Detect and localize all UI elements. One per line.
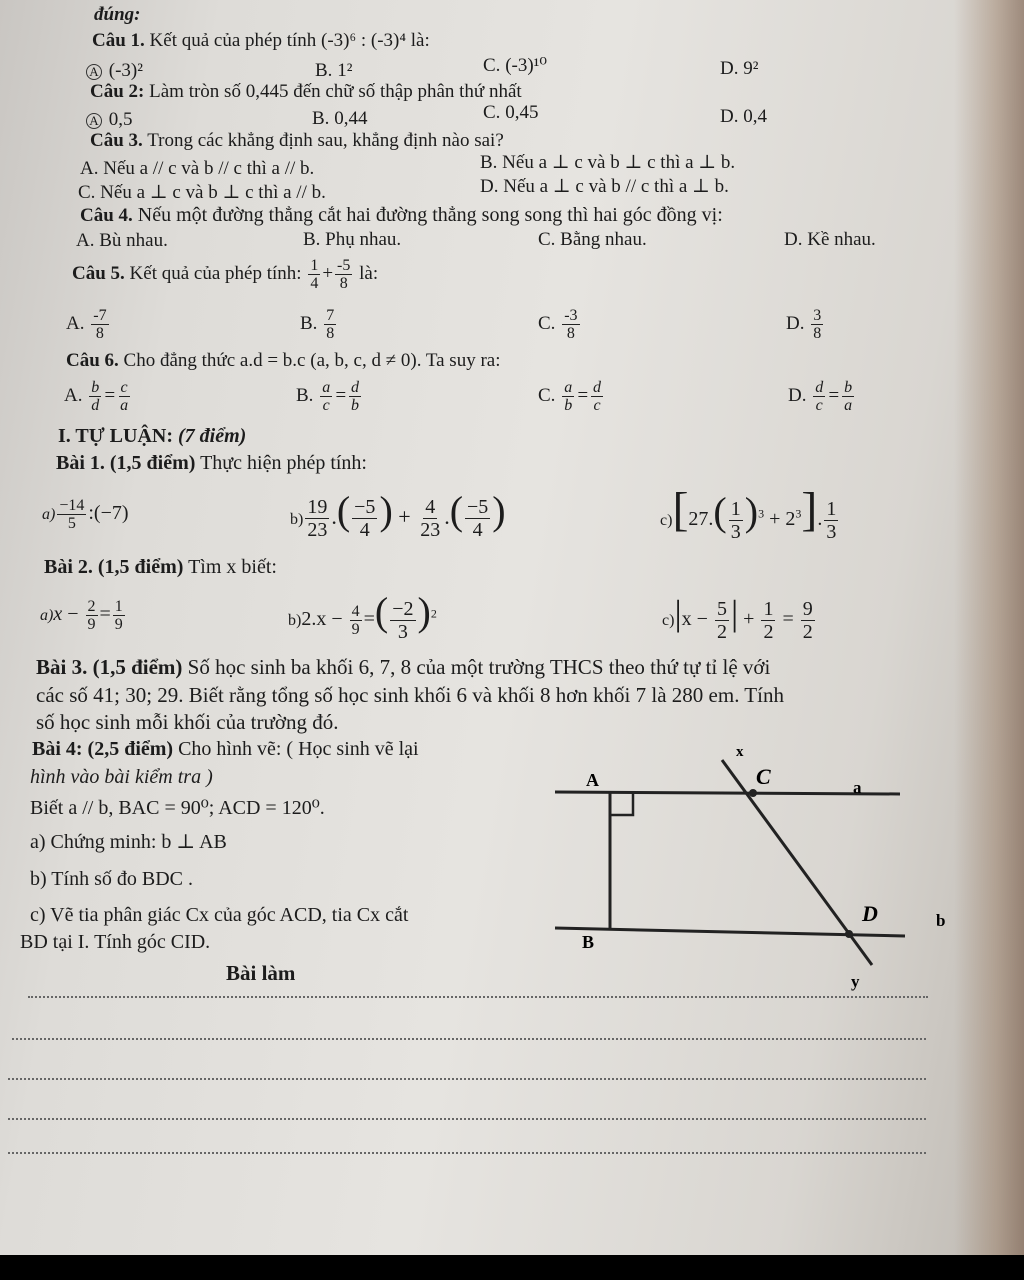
bai2-c: c)|x − $\frac{5}{2}$ | + $\frac{1}{2}$ = $\frac{9}{2}$ [662, 593, 813, 643]
section-points: (7 điểm) [178, 425, 247, 447]
q3-option-a: A. Nếu a // c và b // c thì a // b. [80, 158, 315, 179]
label-A: A [586, 770, 599, 790]
line-a [555, 792, 900, 794]
bai2-b-d1: 9 [351, 620, 360, 638]
bai2-b-d2: 3 [397, 620, 408, 643]
q5-d-n: 3 [813, 307, 822, 325]
bai3-line-3: số học sinh mỗi khối của trường đó. [36, 710, 339, 734]
bai1-c-bracket1: [ [672, 483, 689, 536]
q6-a-d2: a [120, 397, 129, 415]
bai2-b-label: b) [288, 612, 302, 629]
bai1-a-label: a) [42, 506, 56, 523]
bai2-c-n3: 9 [802, 597, 813, 620]
q6-a-n2: c [120, 379, 128, 397]
bai2-c-n2: 1 [763, 597, 774, 620]
q6-d-n2: b [844, 379, 853, 397]
q2-text: Làm tròn số 0,445 đến chữ số thập phân thứ nhất [149, 81, 522, 102]
q1-letter-c: C. [483, 55, 501, 76]
bai2-b-exp: 2 [430, 606, 437, 621]
bai1-b-d3: 23 [420, 519, 441, 542]
q6-a-n1: b [91, 379, 100, 397]
answer-line-5 [8, 1152, 926, 1154]
bai1-c: c)[27.( $\frac{1}{3}$ )$^3 + 2^3$]. $\frac{1}{3}$ [660, 483, 837, 543]
q2-letter-c: C. [483, 102, 501, 123]
bai1-b-label: b) [290, 511, 304, 528]
point-D [845, 930, 853, 938]
bai1-label: Bài 1. (1,5 điểm) [56, 452, 196, 474]
q3-option-c: C. Nếu a ⊥ c và b ⊥ c thì a // b. [78, 182, 326, 203]
q1-text: Kết quả của phép tính (-3)⁶ : (-3)⁴ là: [149, 30, 430, 51]
section-title-text: I. TỰ LUẬN: [58, 425, 174, 447]
bai2-c-n1: 5 [716, 597, 727, 620]
bai2-a-label: a) [40, 607, 54, 624]
q1-letter-d: D. [720, 58, 739, 79]
q6-b-n2: d [351, 379, 360, 397]
q5-letter-b: B. [300, 313, 318, 334]
q5-text: Kết quả của phép tính: [129, 263, 302, 284]
q5-a-d: 8 [95, 325, 104, 343]
bai1-c-paren2: ) [744, 489, 759, 534]
label-D: D [862, 901, 878, 926]
q4-label: Câu 4. [80, 205, 133, 226]
q1-value-a: (-3)² [108, 60, 143, 81]
bai2-b-paren1: ( [374, 589, 389, 634]
bai2-b-n2: −2 [392, 597, 414, 620]
bai1-b-n3: 4 [425, 496, 436, 519]
q5-b-d: 8 [326, 325, 335, 343]
bai1-c-label: c) [660, 512, 673, 529]
q3-text: Trong các khẳng định sau, khẳng định nào sai? [147, 130, 504, 151]
bai2-a-d2: 9 [114, 615, 123, 633]
bai1-b: b) $\frac{19}{23}$ .( $\frac{-5}{4}$ ) + $\frac{4}{23}$ .( $\frac{-5}{4}$ ) [290, 488, 506, 542]
answer-line-2 [12, 1038, 926, 1040]
bai2-b-n1: 4 [351, 602, 360, 620]
bai1-b-n1: 19 [307, 496, 328, 519]
bai1-c-d1: 3 [730, 520, 741, 543]
bai1-a: a) $\frac{-14}{5}$ :(−7) [42, 496, 129, 532]
q5-d1: 4 [310, 275, 319, 293]
bai1-b-paren3: ( [449, 488, 464, 533]
q2-value-b: 0,44 [334, 108, 368, 129]
q5-c-n: -3 [564, 307, 578, 325]
q6-b-d2: b [351, 397, 360, 415]
q5-a-n: -7 [93, 307, 107, 325]
q6-letter-a: A. [64, 385, 83, 406]
q2-label: Câu 2: [90, 81, 145, 102]
bai1-b-d1: 23 [307, 519, 328, 542]
bai1-c-exp2: 3 [795, 506, 802, 521]
q6-c-d1: b [564, 397, 573, 415]
q6-d-d2: a [844, 397, 853, 415]
bai4-label: Bài 4: (2,5 điểm) [32, 738, 174, 760]
bai1-b-n4: −5 [467, 496, 489, 519]
q6-c-d2: c [593, 397, 601, 415]
q1-value-b: 1² [337, 60, 353, 81]
label-C: C [756, 764, 771, 789]
q3-option-d: D. Nếu a ⊥ c và b // c thì a ⊥ b. [480, 176, 729, 197]
q6-label: Câu 6. [66, 350, 119, 371]
q1-value-d: 9² [743, 58, 759, 79]
bai1-c-bracket2: ] [801, 483, 818, 536]
header-word: đúng: [94, 4, 141, 25]
bai1-c-exp1: 3 [758, 506, 765, 521]
bai1-b-n2: −5 [354, 496, 376, 519]
bai1-b-paren1: ( [336, 488, 351, 533]
label-x: x [736, 744, 744, 760]
q6-option-c: C. $\frac{a}{b}$ = $\frac{d}{c}$ [538, 379, 602, 415]
q6-letter-c: C. [538, 385, 556, 406]
q2-letter-a: A [86, 113, 102, 129]
bai2-text: Tìm x biết: [188, 556, 277, 578]
q5-letter-c: C. [538, 313, 556, 334]
bai2-c-d1: 2 [716, 620, 727, 643]
q1-letter-a: A [86, 64, 102, 80]
q3-label: Câu 3. [90, 130, 143, 151]
bai1-b-d4: 4 [472, 519, 483, 542]
q5-d-d: 8 [813, 325, 822, 343]
bai2-c-abs1: | [674, 593, 682, 633]
q6-c-n1: a [564, 379, 573, 397]
point-C [749, 789, 757, 797]
q4-text: Nếu một đường thẳng cắt hai đường thẳng song song thì hai góc đồng vị: [137, 204, 723, 226]
q6-d-d1: c [815, 397, 823, 415]
q6-option-d: D. $\frac{d}{c}$ = $\frac{b}{a}$ [788, 379, 853, 415]
bai3-label: Bài 3. (1,5 điểm) [36, 655, 183, 679]
q2-value-a: 0,5 [108, 109, 133, 130]
q4-option-d: D. Kề nhau. [784, 229, 876, 250]
q2-letter-b: B. [312, 108, 330, 129]
q6-text: Cho đẳng thức a.d = b.c (a, b, c, d ≠ 0). Ta suy ra: [123, 350, 501, 371]
bai4-part-b: b) Tính số đo BDC . [30, 868, 193, 890]
q6-letter-d: D. [788, 385, 807, 406]
bai1-a-den: 5 [67, 514, 76, 532]
bai4-given: Biết a // b, BAC = 90⁰; ACD = 120⁰. [30, 797, 325, 819]
q4-option-a: A. Bù nhau. [76, 230, 168, 251]
q5-n2: -5 [337, 257, 351, 275]
bai4-text: Cho hình vẽ: ( Học sinh vẽ lại [178, 738, 419, 760]
bai2-a-n2: 1 [114, 597, 123, 615]
q6-b-d1: c [322, 397, 330, 415]
q1-letter-b: B. [315, 60, 333, 81]
q5-letter-a: A. [66, 313, 85, 334]
q2-value-c: 0,45 [505, 102, 539, 123]
bai2-b-paren2: ) [417, 589, 431, 634]
label-y: y [851, 972, 860, 991]
bai3-line-2: các số 41; 30; 29. Biết rằng tổng số học sinh khối 6 và khối 8 hơn khối 7 là 280 em. Tính [36, 683, 784, 707]
q5-label: Câu 5. [72, 263, 125, 284]
bai2-c-d3: 2 [802, 620, 813, 643]
q3-option-b: B. Nếu a ⊥ c và b ⊥ c thì a ⊥ b. [480, 152, 736, 173]
bai2-b: b)2.x − $\frac{4}{9}$ =( $\frac{-2}{3}$ )$^2$ [288, 589, 437, 643]
bai2-a: a)x − $\frac{2}{9}$ = $\frac{1}{9}$ [40, 597, 123, 633]
bai4-text-2: hình vào bài kiểm tra ) [30, 766, 213, 788]
bai4-part-a: a) Chứng minh: b ⊥ AB [30, 831, 227, 853]
q5-n1: 1 [310, 257, 319, 275]
answer-line-4 [8, 1118, 926, 1120]
q5-d2: 8 [339, 275, 348, 293]
bai1-c-n2: 1 [826, 497, 837, 520]
q6-c-n2: d [593, 379, 602, 397]
right-angle-mark [610, 792, 633, 815]
q2-letter-d: D. [720, 106, 739, 127]
q6-option-a: A. $\frac{b}{d}$ = $\frac{c}{a}$ [64, 379, 129, 415]
q5-c-d: 8 [566, 325, 575, 343]
label-B: B [582, 932, 595, 952]
label-b: b [936, 911, 946, 930]
q4-option-b: B. Phụ nhau. [303, 229, 402, 250]
q6-option-b: B. $\frac{a}{c}$ = $\frac{d}{b}$ [296, 379, 360, 415]
q6-a-d1: d [91, 397, 100, 415]
bai2-a-n1: 2 [87, 597, 96, 615]
bai1-c-n1: 1 [730, 497, 741, 520]
q6-d-n1: d [815, 379, 824, 397]
bai2-c-d2: 2 [763, 620, 774, 643]
bai2-a-d1: 9 [87, 615, 96, 633]
label-a: a [853, 778, 862, 797]
bai1-c-paren1: ( [713, 489, 727, 534]
q5-b-n: 7 [326, 307, 335, 325]
q6-b-n1: a [322, 379, 331, 397]
bai4-part-c-1: c) Vẽ tia phân giác Cx của góc ACD, tia Cx cắt [30, 904, 409, 926]
q1-value-c: (-3)¹⁰ [505, 55, 547, 76]
bai1-text: Thực hiện phép tính: [200, 452, 367, 474]
answer-line-1 [28, 996, 928, 998]
question-5: Câu 5. Kết quả của phép tính: $\frac{1}{4}$ + $\frac{-5}{8}$ là: [72, 257, 379, 293]
q4-option-c: C. Bằng nhau. [538, 229, 647, 250]
bai1-a-num: −14 [59, 496, 85, 514]
bai1-b-paren4: ) [492, 488, 506, 533]
bai1-b-paren2: ) [379, 488, 393, 533]
bai2-c-abs2: | [730, 593, 739, 633]
answer-heading: Bài làm [226, 961, 296, 985]
q6-letter-b: B. [296, 385, 314, 406]
bai2-label: Bài 2. (1,5 điểm) [44, 556, 184, 578]
q5-letter-d: D. [786, 313, 805, 334]
bai4-part-c-2: BD tại I. Tính góc CID. [20, 931, 211, 953]
answer-line-3 [8, 1078, 926, 1080]
bai1-b-d2: 4 [359, 519, 370, 542]
bai1-c-d2: 3 [826, 520, 837, 543]
q1-label: Câu 1. [92, 30, 145, 51]
q2-value-d: 0,4 [743, 106, 767, 127]
q5-tail: là: [359, 263, 379, 284]
bai2-c-label: c) [662, 612, 675, 629]
bai3-text-1: Số học sinh ba khối 6, 7, 8 của một trường THCS theo thứ tự tỉ lệ với [187, 655, 771, 679]
